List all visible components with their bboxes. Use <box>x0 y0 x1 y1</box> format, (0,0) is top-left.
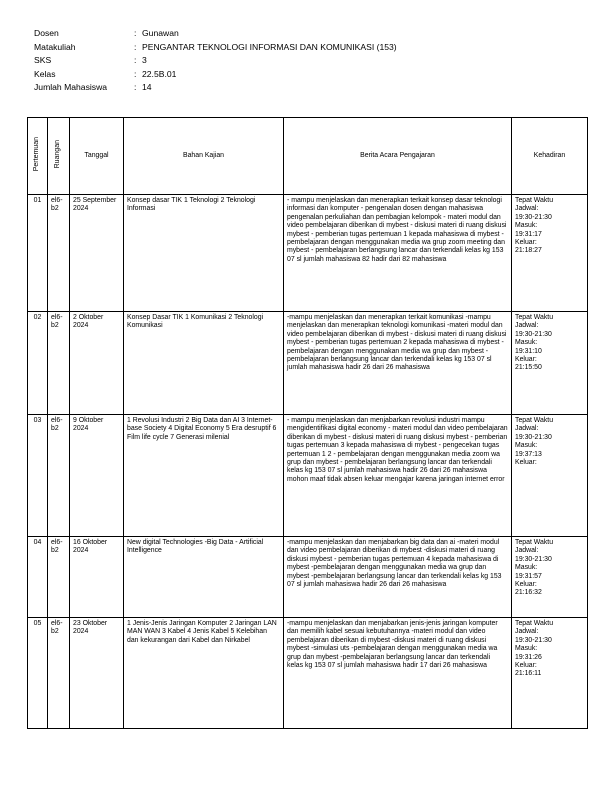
schedule-value: 19:30-21:30 <box>515 555 552 563</box>
table-header-row <box>28 118 588 195</box>
attendance-status: Tepat Waktu <box>515 197 554 204</box>
check-out-time: 21:18:27 <box>515 247 542 255</box>
tanggal-cell: 23 Oktober 2024 <box>70 618 124 729</box>
schedule-label: Jadwal: <box>515 205 539 213</box>
separator: : <box>134 41 137 52</box>
header-row-matakuliah <box>34 41 594 55</box>
bahan-kajian-cell: New digital Technologies -Big Data - Artificial Intelligence <box>124 537 284 618</box>
check-out-label: Keluar: <box>515 581 537 589</box>
pertemuan-cell: 02 <box>28 312 48 415</box>
kehadiran-cell <box>512 537 588 618</box>
kelas-label: Kelas <box>34 68 56 79</box>
schedule-label: Jadwal: <box>515 322 539 330</box>
table-row <box>28 618 588 729</box>
check-out-label: Keluar: <box>515 662 537 670</box>
separator: : <box>134 82 137 93</box>
separator: : <box>134 55 137 66</box>
column-header-berita-acara: Berita Acara Pengajaran <box>284 118 512 195</box>
check-out-time: 21:16:11 <box>515 670 542 678</box>
check-in-label: Masuk: <box>515 222 538 230</box>
ruangan-cell: el6-b2 <box>48 415 70 537</box>
separator: : <box>134 28 137 38</box>
check-in-label: Masuk: <box>515 339 538 347</box>
check-in-time: 19:31:10 <box>515 347 542 355</box>
berita-acara-cell: - mampu menjelaskan dan menerapkan terkait konsep dasar teknologi informasi dan komputer - pengenalan dosen dengan mahasiswa pengenalan perkuliahan dan pembagian kelompok - materi modul dan video pembelajaran diberikan di mybest - diskusi materi di ruang diskusi mybest - pemberian tugas pertemuan 1 kepada mahasiswa di mybest - pembelajaran dengan menggunakan media wa grup zoom meeting dan mybest - pembelajaran berlangsung lancar dan terkendali kelas kg 153 07 sl jumlah mahasiswa 82 hadir dari 82 mahasiswa <box>284 195 512 312</box>
check-in-time: 19:37:13 <box>515 450 542 458</box>
schedule-label: Jadwal: <box>515 628 539 636</box>
attendance-status: Tepat Waktu <box>515 314 554 321</box>
column-header-kehadiran: Kehadiran <box>512 118 588 195</box>
kehadiran-cell <box>512 415 588 537</box>
table-row <box>28 312 588 415</box>
ruangan-cell: el6-b2 <box>48 537 70 618</box>
bahan-kajian-cell: 1 Jenis-Jenis Jaringan Komputer 2 Jaringan LAN MAN WAN 3 Kabel 4 Jenis Kabel 5 Kelebihan dan kekurangan dari Kabel dan Nirkabel <box>124 618 284 729</box>
berita-acara-cell: -mampu menjelaskan dan menjabarkan big data dan ai -materi modul dan video pembelajaran diberikan di mybest -diskusi materi di ruang diskusi mybest - pemberian tugas pertemuan 4 kepada mahasiswa di mybest -pembelajaran dengan menggunakan media wa grup dan mybest -pembelajaran berlangsung lancar dan terkendali kelas kg 153 07 sl jumlah mahasiswa hadir 26 dari 26 mahasiswa <box>284 537 512 618</box>
check-out-label: Keluar: <box>515 239 537 247</box>
table-row <box>28 537 588 618</box>
bahan-kajian-cell: 1 Revolusi Industri 2 Big Data dan AI 3 Internet-base Society 4 Digital Economy 5 Era desruptif 6 Film life cycle 7 Generasi milenial <box>124 415 284 537</box>
dosen-label: Dosen <box>34 28 59 38</box>
sks-label: SKS <box>34 55 52 66</box>
teaching-record-table <box>27 117 588 729</box>
pertemuan-cell: 03 <box>28 415 48 537</box>
jumlah-mahasiswa-label: Jumlah Mahasiswa <box>34 82 108 93</box>
check-in-label: Masuk: <box>515 442 538 450</box>
berita-acara-cell: - mampu menjelaskan dan menjabarkan revolusi industri mampu mengidentifikasi digital economy - materi modul dan video pembelajaran diberikan di mybest - diskusi materi di ruang diskusi mybest - pemberian tugas pertemuan 3 kepada mahasiswa di mybest - pengecekan tugas pertemuan 1 2 - pembelajaran dengan menggunakan media zoom wa grup dan mybest - pembelajaran berlangsung lancar dan terkendali kelas kg 153 07 sl jumlah mahasiswa hadir 26 dari 26 mahasiswa mohon maaf tidak absen keluar mengajar karena jaringan internet error <box>284 415 512 537</box>
schedule-label: Jadwal: <box>515 547 539 555</box>
kehadiran-cell <box>512 618 588 729</box>
header-row-dosen <box>34 27 594 41</box>
column-header-ruangan <box>48 118 70 195</box>
pertemuan-cell: 05 <box>28 618 48 729</box>
tanggal-cell: 9 Oktober 2024 <box>70 415 124 537</box>
separator: : <box>134 68 137 79</box>
tanggal-cell: 25 September 2024 <box>70 195 124 312</box>
check-in-label: Masuk: <box>515 564 538 572</box>
sks-value: 3 <box>142 55 147 66</box>
schedule-value: 19:30-21:30 <box>515 213 552 221</box>
pertemuan-cell: 01 <box>28 195 48 312</box>
table-row <box>28 195 588 312</box>
matakuliah-value: PENGANTAR TEKNOLOGI INFORMASI DAN KOMUNIKASI (153) <box>142 41 397 52</box>
tanggal-cell: 2 Oktober 2024 <box>70 312 124 415</box>
header-row-kelas <box>34 68 594 82</box>
course-header <box>34 27 594 95</box>
tanggal-cell: 16 Oktober 2024 <box>70 537 124 618</box>
column-header-bahan-kajian: Bahan Kajian <box>124 118 284 195</box>
ruangan-cell: el6-b2 <box>48 618 70 729</box>
kehadiran-cell <box>512 195 588 312</box>
ruangan-cell: el6-b2 <box>48 312 70 415</box>
check-in-time: 19:31:26 <box>515 653 542 661</box>
jumlah-mahasiswa-value: 14 <box>142 82 152 93</box>
attendance-status: Tepat Waktu <box>515 539 554 546</box>
ruangan-header-text: Ruangan <box>54 140 62 169</box>
dosen-value: Gunawan <box>142 28 179 38</box>
header-row-jumlah <box>34 81 594 95</box>
attendance-status: Tepat Waktu <box>515 620 554 627</box>
check-in-time: 19:31:57 <box>515 572 542 580</box>
bahan-kajian-cell: Konsep Dasar TIK 1 Komunikasi 2 Teknologi Komunikasi <box>124 312 284 415</box>
header-row-sks <box>34 54 594 68</box>
check-in-time: 19:31:17 <box>515 230 542 238</box>
bahan-kajian-cell: Konsep dasar TIK 1 Teknologi 2 Teknologi Informasi <box>124 195 284 312</box>
pertemuan-cell: 04 <box>28 537 48 618</box>
attendance-status: Tepat Waktu <box>515 417 554 424</box>
column-header-pertemuan <box>28 118 48 195</box>
check-out-label: Keluar: <box>515 459 537 467</box>
column-header-tanggal: Tanggal <box>70 118 124 195</box>
berita-acara-cell: -mampu menjelaskan dan menjabarkan jenis-jenis jaringan komputer dan memilih kabel sesuai kebutuhannya -materi modul dan video pembelajaran diberikan di mybest -diskusi materi di ruang diskusi mybest -simulasi uts -pembelajaran dengan menggunakan media wa grup dan mybest -pembelajaran berlangsung lancar dan terkendali kelas kg 153 07 sl jumlah mahasiswa hadir 17 dari 26 mahasiswa <box>284 618 512 729</box>
table-row <box>28 415 588 537</box>
berita-acara-cell: -mampu menjelaskan dan menerapkan terkait komunikasi -mampu menjelaskan dan menerapkan teknologi komunikasi -materi modul dan video pembelajaran diberikan di mybest - diskusi materi di ruang diskusi mybest - pemberian tugas pertemuan 2 kepada mahasiswa di mybest - pembelajaran dengan menggunakan media wa grup dan mybest - pembelajaran berlangsung lancar dan terkendali kelas kg 153 07 sl jumlah mahasiswa hadir 26 dari 26 mahasiswa <box>284 312 512 415</box>
pertemuan-header-text: Pertemuan <box>33 137 41 172</box>
matakuliah-label: Matakuliah <box>34 41 76 52</box>
check-out-time: 21:16:32 <box>515 589 542 597</box>
ruangan-cell: el6-b2 <box>48 195 70 312</box>
schedule-value: 19:30-21:30 <box>515 636 552 644</box>
check-out-time: 21:15:50 <box>515 364 542 372</box>
schedule-label: Jadwal: <box>515 425 539 433</box>
schedule-value: 19:30-21:30 <box>515 433 552 441</box>
kelas-value: 22.5B.01 <box>142 68 177 79</box>
schedule-value: 19:30-21:30 <box>515 330 552 338</box>
check-out-label: Keluar: <box>515 356 537 364</box>
check-in-label: Masuk: <box>515 645 538 653</box>
kehadiran-cell <box>512 312 588 415</box>
